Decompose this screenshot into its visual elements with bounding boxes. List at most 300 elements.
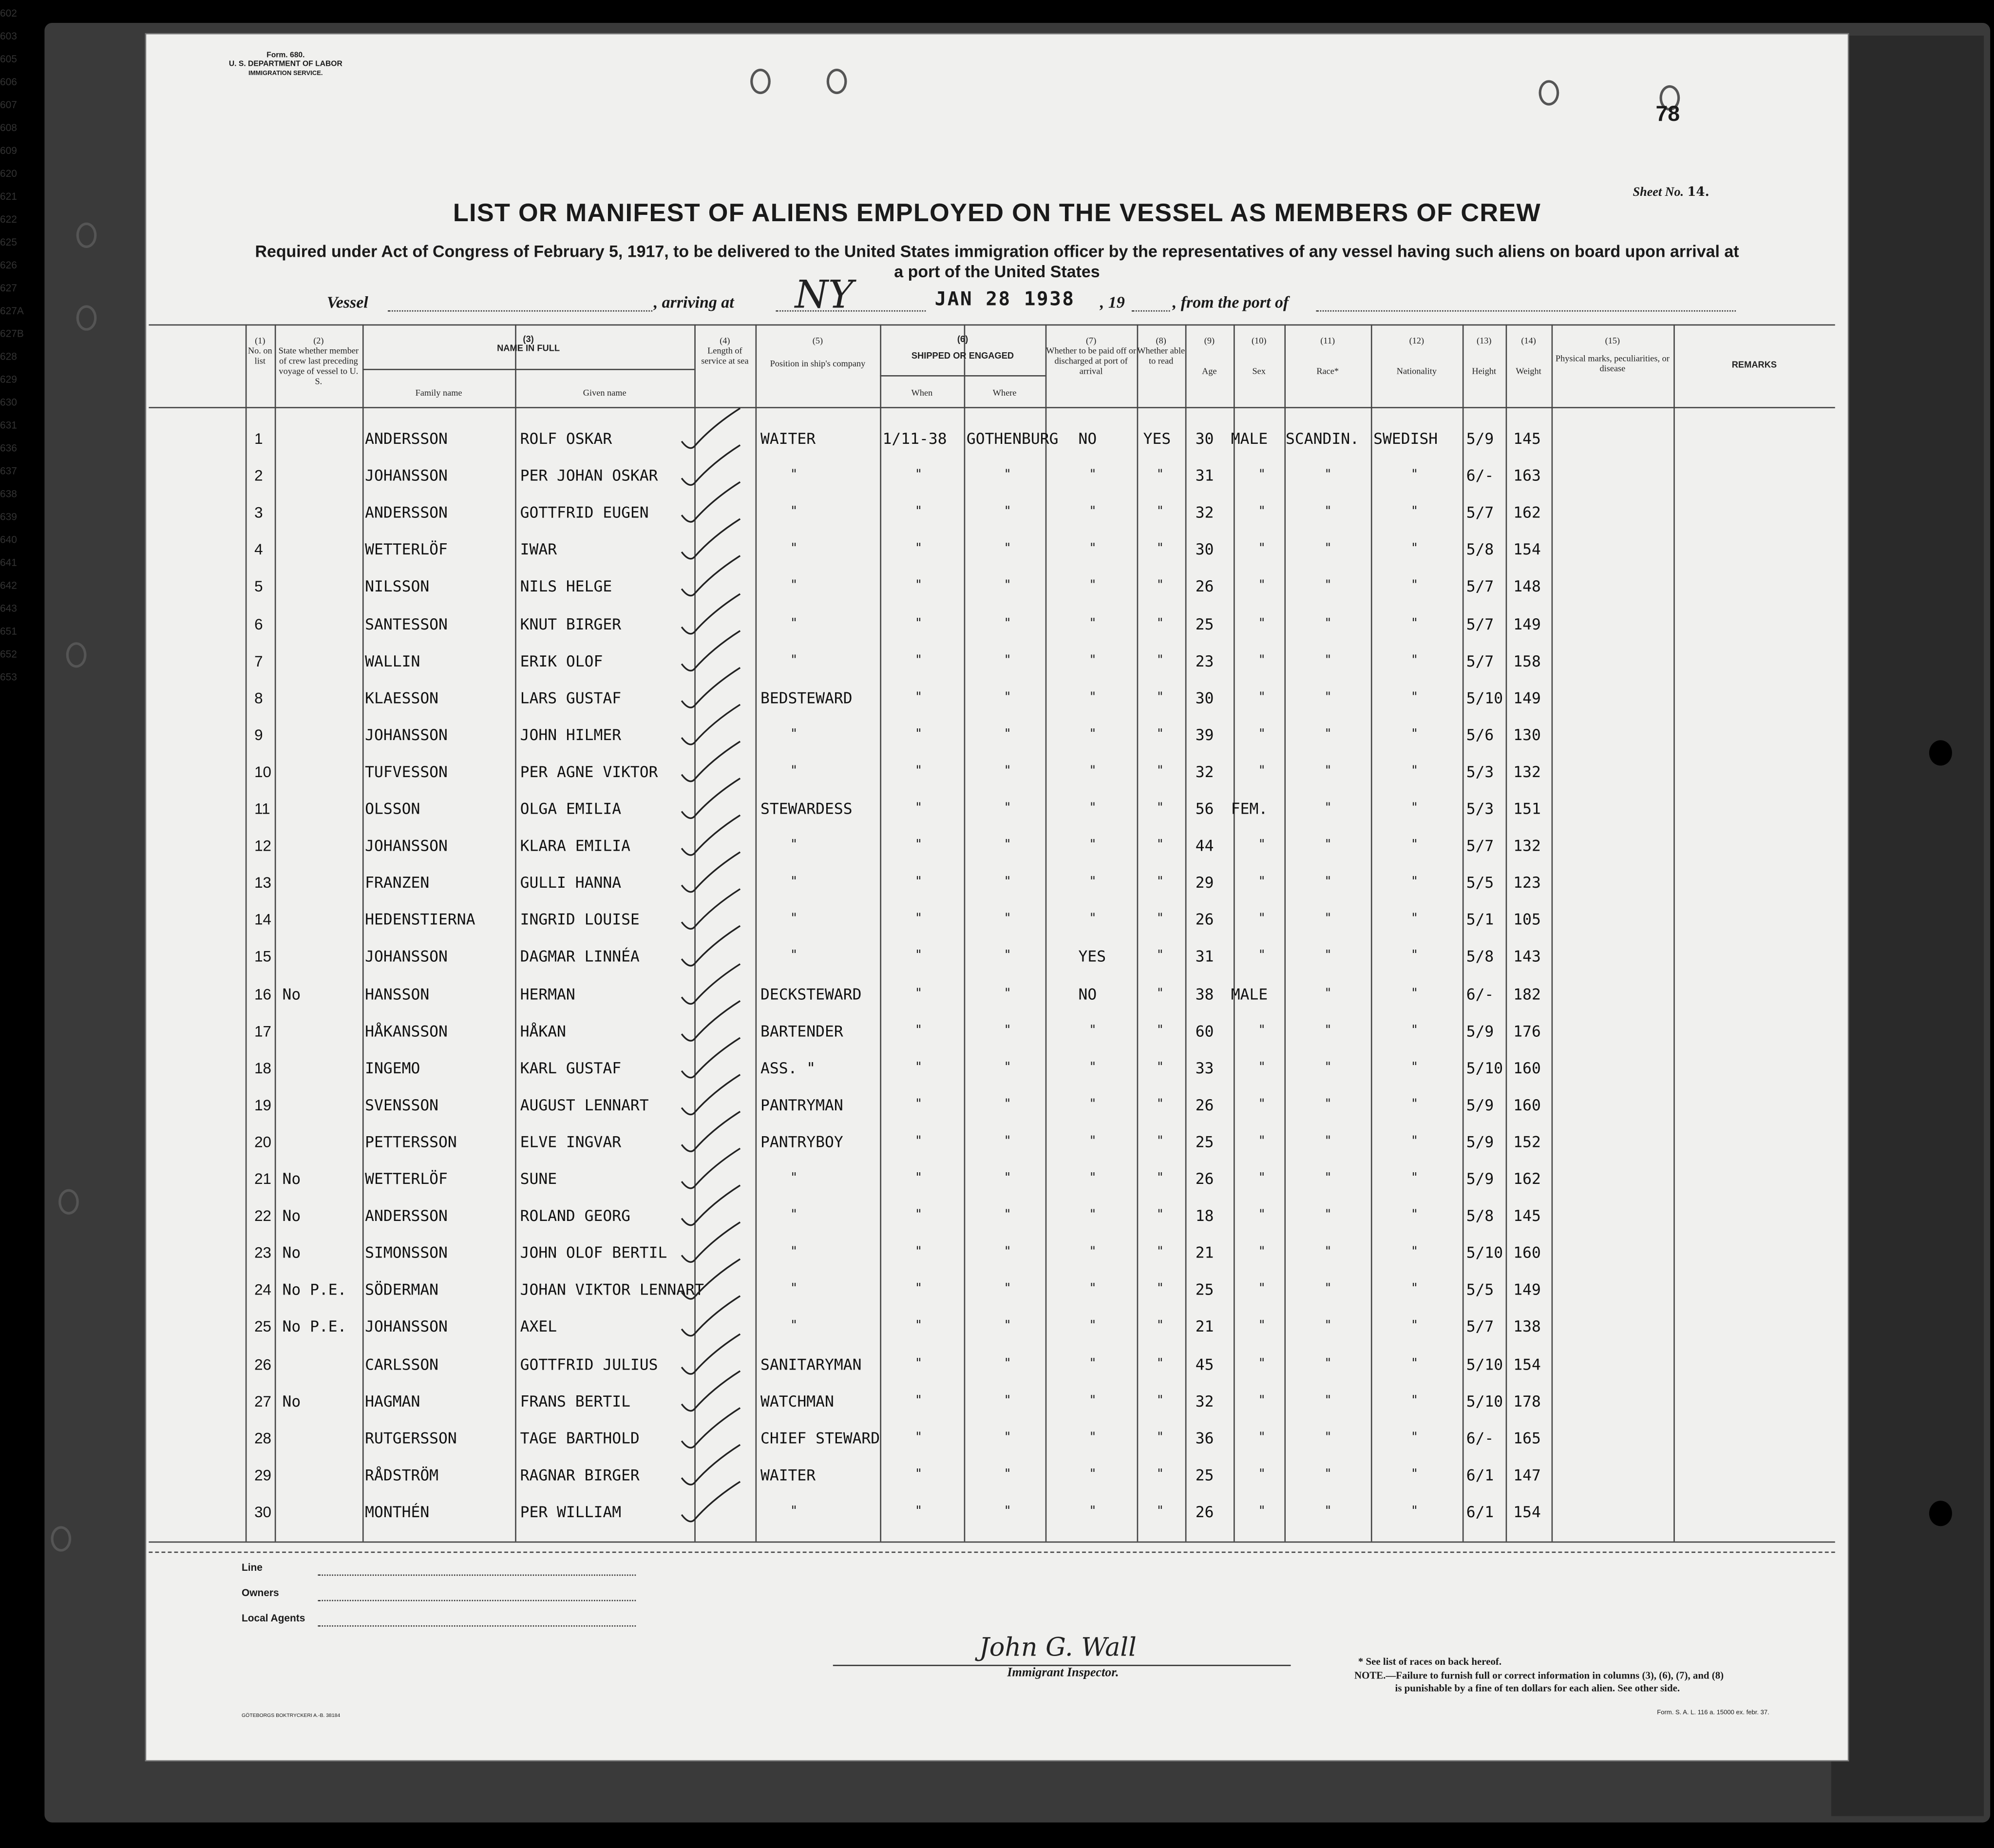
height: 5/7	[1466, 504, 1494, 522]
races-note: * See list of races on back hereof.	[1358, 1656, 1502, 1668]
family-name-header: Family name	[415, 388, 462, 399]
height: 6/-	[1466, 985, 1494, 1003]
age: 26	[1195, 578, 1214, 596]
family-name: JOHANSSON	[365, 725, 448, 744]
col-divider	[1185, 324, 1187, 1542]
ditto-mark: "	[1411, 727, 1418, 742]
list-number: 13	[254, 874, 271, 892]
ditto-mark: "	[1157, 1430, 1163, 1445]
ditto-mark: "	[1411, 1097, 1418, 1111]
vessel-field	[388, 309, 652, 311]
ditto-mark: "	[1325, 653, 1331, 667]
index-mark: 628	[0, 351, 17, 362]
ditto-mark: "	[1411, 949, 1418, 964]
ditto-mark: "	[791, 949, 797, 964]
family-name: FRANZEN	[365, 874, 430, 892]
previous-voyage: No	[282, 1207, 301, 1225]
age: 45	[1195, 1355, 1214, 1373]
position: PANTRYBOY	[760, 1133, 843, 1151]
family-name: RUTGERSSON	[365, 1429, 457, 1447]
ditto-mark: "	[1325, 579, 1331, 593]
ditto-mark: "	[1325, 912, 1331, 927]
date-stamp: JAN 28 1938	[934, 287, 1075, 310]
ditto-mark: "	[1411, 616, 1418, 630]
list-number: 1	[254, 430, 263, 448]
weight: 158	[1513, 652, 1541, 670]
col-divider	[1462, 324, 1464, 1542]
fine-note-continued: is punishable by a fine of ten dollars for each alien. See other side.	[1395, 1682, 1680, 1694]
weight: 145	[1513, 430, 1541, 448]
ditto-mark: "	[915, 1097, 922, 1111]
ditto-mark: "	[1259, 1282, 1265, 1296]
ditto-mark: "	[1325, 764, 1331, 779]
weight: 149	[1513, 1281, 1541, 1299]
ditto-mark: "	[1325, 1430, 1331, 1445]
ditto-mark: "	[915, 801, 922, 816]
ditto-mark: "	[1005, 1171, 1011, 1185]
ditto-mark: "	[1157, 1356, 1163, 1371]
height: 5/1	[1466, 911, 1494, 929]
ditto-mark: "	[1325, 1504, 1331, 1519]
ditto-mark: "	[1411, 1245, 1418, 1259]
index-mark: 609	[0, 145, 17, 157]
binder-hole	[66, 642, 87, 667]
age: 32	[1195, 504, 1214, 522]
col-6-header: (6) SHIPPED OR ENGAGED	[911, 336, 1014, 362]
ditto-mark: "	[1411, 838, 1418, 853]
weight: 151	[1513, 800, 1541, 818]
family-name: HÅKANSSON	[365, 1022, 448, 1040]
binder-hole	[827, 69, 847, 94]
family-name: CARLSSON	[365, 1355, 439, 1373]
ditto-mark: "	[1325, 727, 1331, 742]
family-name: NILSSON	[365, 578, 430, 596]
position: BEDSTEWARD	[760, 688, 853, 707]
age: 44	[1195, 837, 1214, 855]
family-name: MONTHÉN	[365, 1503, 430, 1521]
ditto-mark: "	[1157, 986, 1163, 1001]
ditto-mark: "	[1325, 1282, 1331, 1296]
ditto-mark: "	[1090, 1134, 1096, 1148]
ditto-mark: "	[1325, 505, 1331, 519]
given-name: RAGNAR BIRGER	[520, 1466, 640, 1484]
height: 5/9	[1466, 1170, 1494, 1188]
list-number: 28	[254, 1429, 271, 1447]
ditto-mark: "	[1411, 1467, 1418, 1482]
position: DECKSTEWARD	[760, 985, 862, 1003]
height: 5/9	[1466, 430, 1494, 448]
ditto-mark: "	[1411, 1319, 1418, 1334]
inspector-signature: John G. Wall	[979, 1632, 1137, 1662]
ditto-mark: "	[1157, 1208, 1163, 1222]
ditto-mark: "	[1411, 1504, 1418, 1519]
family-name: KLAESSON	[365, 688, 439, 707]
index-mark: 642	[0, 580, 17, 591]
ditto-mark: "	[1090, 1504, 1096, 1519]
given-name: IWAR	[520, 541, 557, 559]
line-field	[318, 1573, 636, 1576]
list-number: 23	[254, 1244, 271, 1262]
list-number: 30	[254, 1503, 271, 1521]
ditto-mark: "	[1411, 912, 1418, 927]
binder-hole	[51, 1526, 71, 1551]
col-3-header: (3) NAME IN FULL	[497, 336, 560, 354]
ditto-mark: "	[1005, 1282, 1011, 1296]
position: WATCHMAN	[760, 1392, 834, 1410]
ditto-mark: "	[1005, 1319, 1011, 1334]
form-code: Form. S. A. L. 116 a. 15000 ex. febr. 37.	[1657, 1709, 1769, 1717]
ditto-mark: "	[915, 1393, 922, 1408]
age: 25	[1195, 1133, 1214, 1151]
ditto-mark: "	[1157, 949, 1163, 964]
remarks-header: REMARKS	[1731, 361, 1777, 370]
weight: 132	[1513, 837, 1541, 855]
given-name: ERIK OLOF	[520, 652, 603, 670]
family-name: TUFVESSON	[365, 762, 448, 781]
ditto-mark: "	[1259, 1171, 1265, 1185]
shipped-when: 1/11-38	[882, 430, 947, 448]
ditto-mark: "	[1411, 505, 1418, 519]
ditto-mark: "	[1411, 1134, 1418, 1148]
given-name: DAGMAR LINNÉA	[520, 948, 640, 966]
ditto-mark: "	[1157, 1245, 1163, 1259]
binder-hole	[1929, 1501, 1952, 1526]
family-name: WALLIN	[365, 652, 420, 670]
owners-field	[318, 1599, 636, 1601]
ditto-mark: "	[1411, 1393, 1418, 1408]
ditto-mark: "	[1157, 579, 1163, 593]
height: 6/-	[1466, 1429, 1494, 1447]
col-divider	[246, 324, 247, 1542]
previous-voyage: No	[282, 1392, 301, 1410]
col-1-header: (1) No. on list	[247, 336, 272, 366]
index-mark: 605	[0, 53, 17, 65]
given-name: ROLAND GEORG	[520, 1207, 630, 1225]
previous-voyage: No	[282, 1244, 301, 1262]
col-11-header: (11) Race*	[1316, 336, 1339, 377]
ditto-mark: "	[1005, 1430, 1011, 1445]
ditto-mark: "	[915, 468, 922, 482]
ditto-mark: "	[1090, 1208, 1096, 1222]
ditto-mark: "	[1325, 542, 1331, 556]
paid-off: NO	[1078, 985, 1097, 1003]
ditto-mark: "	[1411, 579, 1418, 593]
page-subtitle: Required under Act of Congress of February 5, 1917, to be delivered to the United States immigration officer by the representatives of any vessel having such aliens on board upon arrival at a port of the United States	[255, 241, 1739, 281]
ditto-mark: "	[1005, 1393, 1011, 1408]
ditto-mark: "	[1259, 1504, 1265, 1519]
ditto-mark: "	[1005, 986, 1011, 1001]
index-mark: 638	[0, 488, 17, 500]
list-number: 21	[254, 1170, 271, 1188]
vessel-label: Vessel	[326, 292, 368, 312]
ditto-mark: "	[791, 468, 797, 482]
list-number: 18	[254, 1059, 271, 1077]
ditto-mark: "	[1090, 1097, 1096, 1111]
ditto-mark: "	[1325, 1245, 1331, 1259]
ditto-mark: "	[1090, 616, 1096, 630]
position: STEWARDESS	[760, 800, 853, 818]
ditto-mark: "	[1411, 1171, 1418, 1185]
age: 56	[1195, 800, 1214, 818]
ditto-mark: "	[1005, 912, 1011, 927]
index-mark: 639	[0, 511, 17, 523]
weight: 143	[1513, 948, 1541, 966]
given-name: PER JOHAN OSKAR	[520, 467, 658, 485]
ditto-mark: "	[1157, 505, 1163, 519]
ditto-mark: "	[1005, 653, 1011, 667]
col-5-header: (5) Position in ship's company	[770, 336, 866, 369]
list-number: 9	[254, 725, 263, 744]
list-number: 16	[254, 985, 271, 1003]
height: 5/10	[1466, 1392, 1503, 1410]
height: 5/10	[1466, 1059, 1503, 1077]
signature-caption: Immigrant Inspector.	[1007, 1666, 1119, 1680]
age: 60	[1195, 1022, 1214, 1040]
ditto-mark: "	[1090, 1467, 1096, 1482]
list-number: 24	[254, 1281, 271, 1299]
family-name: HAGMAN	[365, 1392, 420, 1410]
index-mark: 627	[0, 282, 17, 294]
ditto-mark: "	[915, 690, 922, 705]
ditto-mark: "	[1157, 1060, 1163, 1074]
age: 25	[1195, 615, 1214, 633]
ditto-mark: "	[1090, 764, 1096, 779]
ditto-mark: "	[1325, 838, 1331, 853]
ditto-mark: "	[1090, 505, 1096, 519]
age: 38	[1195, 985, 1214, 1003]
height: 5/6	[1466, 725, 1494, 744]
ditto-mark: "	[791, 505, 797, 519]
ditto-mark: "	[915, 653, 922, 667]
given-name: FRANS BERTIL	[520, 1392, 630, 1410]
ditto-mark: "	[1157, 838, 1163, 853]
family-name: OLSSON	[365, 800, 420, 818]
nationality: SWEDISH	[1373, 430, 1438, 448]
age: 39	[1195, 725, 1214, 744]
fine-note: NOTE.—Failure to furnish full or correct information in columns (3), (6), (7), and (8)	[1354, 1670, 1724, 1681]
ditto-mark: "	[1157, 1097, 1163, 1111]
ditto-mark: "	[1005, 801, 1011, 816]
given-name: PER WILLIAM	[520, 1503, 622, 1521]
height: 5/10	[1466, 688, 1503, 707]
ditto-mark: "	[1005, 542, 1011, 556]
ditto-mark: "	[1325, 1467, 1331, 1482]
ditto-mark: "	[1005, 838, 1011, 853]
weight: 154	[1513, 541, 1541, 559]
paid-off: YES	[1078, 948, 1106, 966]
ditto-mark: "	[1259, 1430, 1265, 1445]
sheet-number: Sheet No. 14.	[1633, 186, 1709, 200]
ditto-mark: "	[1325, 1134, 1331, 1148]
given-name: AXEL	[520, 1318, 557, 1336]
ditto-mark: "	[1325, 875, 1331, 890]
ditto-mark: "	[1090, 1023, 1096, 1037]
index-mark: 629	[0, 374, 17, 385]
index-mark: 602	[0, 7, 17, 19]
weight: 160	[1513, 1244, 1541, 1262]
ditto-mark: "	[1411, 1356, 1418, 1371]
family-name: JOHANSSON	[365, 1318, 448, 1336]
weight: 176	[1513, 1022, 1541, 1040]
ditto-mark: "	[1411, 1208, 1418, 1222]
table-bottom-rule	[149, 1542, 1835, 1543]
height: 5/10	[1466, 1355, 1503, 1373]
given-name: GOTTFRID EUGEN	[520, 504, 649, 522]
ditto-mark: "	[915, 505, 922, 519]
ditto-mark: "	[915, 1023, 922, 1037]
ditto-mark: "	[1411, 1060, 1418, 1074]
given-name: TAGE BARTHOLD	[520, 1429, 640, 1447]
height: 5/8	[1466, 541, 1494, 559]
index-mark: 637	[0, 465, 17, 477]
index-mark: 641	[0, 557, 17, 569]
list-number: 27	[254, 1392, 271, 1410]
ditto-mark: "	[1005, 1504, 1011, 1519]
list-number: 4	[254, 541, 263, 559]
family-name: SVENSSON	[365, 1096, 439, 1114]
ditto-mark: "	[1259, 1245, 1265, 1259]
family-name: PETTERSSON	[365, 1133, 457, 1151]
ditto-mark: "	[915, 1134, 922, 1148]
ditto-mark: "	[1325, 986, 1331, 1001]
ditto-mark: "	[1090, 542, 1096, 556]
printer-mark: GÖTEBORGS BOKTRYCKERI A.-B. 38184	[241, 1712, 341, 1718]
col-7-header: (7) Whether to be paid off or discharged at port of arrival	[1046, 336, 1137, 377]
ditto-mark: "	[1157, 1393, 1163, 1408]
weight: 105	[1513, 911, 1541, 929]
ditto-mark: "	[1157, 1134, 1163, 1148]
weight: 162	[1513, 504, 1541, 522]
ditto-mark: "	[1090, 579, 1096, 593]
ditto-mark: "	[1090, 875, 1096, 890]
ditto-mark: "	[791, 875, 797, 890]
col-divider	[362, 324, 364, 1542]
ditto-mark: "	[1005, 1208, 1011, 1222]
ditto-mark: "	[1090, 1430, 1096, 1445]
weight: 130	[1513, 725, 1541, 744]
page-number: 78	[1655, 101, 1680, 126]
ditto-mark: "	[1325, 690, 1331, 705]
ditto-mark: "	[915, 875, 922, 890]
ditto-mark: "	[1005, 690, 1011, 705]
index-mark: 651	[0, 626, 17, 637]
ditto-mark: "	[1259, 1356, 1265, 1371]
list-number: 17	[254, 1022, 271, 1040]
family-name: INGEMO	[365, 1059, 420, 1077]
col-divider	[515, 324, 516, 1542]
year-label: , 19	[1100, 292, 1125, 312]
page-title: LIST OR MANIFEST OF ALIENS EMPLOYED ON THE VESSEL AS MEMBERS OF CREW	[453, 199, 1541, 228]
ditto-mark: "	[1005, 949, 1011, 964]
list-number: 14	[254, 911, 271, 929]
sex: MALE	[1231, 985, 1268, 1003]
shipped-where: GOTHENBURG	[966, 430, 1059, 448]
ditto-mark: "	[791, 1504, 797, 1519]
ditto-mark: "	[1005, 875, 1011, 890]
ditto-mark: "	[1325, 1097, 1331, 1111]
col-divider	[1506, 324, 1507, 1542]
age: 30	[1195, 430, 1214, 448]
given-name: HÅKAN	[520, 1022, 566, 1040]
age: 31	[1195, 948, 1214, 966]
ditto-mark: "	[1090, 1060, 1096, 1074]
given-name: ELVE INGVAR	[520, 1133, 622, 1151]
binder-hole	[58, 1189, 79, 1215]
col-8-header: (8) Whether able to read	[1137, 336, 1185, 366]
family-name: WETTERLÖF	[365, 541, 448, 559]
list-number: 19	[254, 1096, 271, 1114]
family-name: ANDERSSON	[365, 430, 448, 448]
list-number: 29	[254, 1466, 271, 1484]
family-name: WETTERLÖF	[365, 1170, 448, 1188]
ditto-mark: "	[1259, 1467, 1265, 1482]
shipped-subheader-rule	[880, 375, 1045, 377]
given-name: GULLI HANNA	[520, 874, 622, 892]
ditto-mark: "	[1005, 1097, 1011, 1111]
index-mark: 620	[0, 168, 17, 180]
ditto-mark: "	[1259, 875, 1265, 890]
ditto-mark: "	[1157, 1319, 1163, 1334]
ditto-mark: "	[1157, 616, 1163, 630]
weight: 162	[1513, 1170, 1541, 1188]
weight: 147	[1513, 1466, 1541, 1484]
family-name: JOHANSSON	[365, 837, 448, 855]
ditto-mark: "	[1259, 764, 1265, 779]
index-mark: 626	[0, 259, 17, 271]
age: 26	[1195, 911, 1214, 929]
list-number: 7	[254, 652, 263, 670]
index-mark: 643	[0, 603, 17, 614]
ditto-mark: "	[1259, 1393, 1265, 1408]
given-name: HERMAN	[520, 985, 575, 1003]
list-number: 10	[254, 762, 271, 781]
index-mark: 652	[0, 648, 17, 660]
ditto-mark: "	[1259, 912, 1265, 927]
given-name: OLGA EMILIA	[520, 800, 622, 818]
age: 18	[1195, 1207, 1214, 1225]
list-number: 6	[254, 615, 263, 633]
ditto-mark: "	[1411, 542, 1418, 556]
col-divider	[880, 324, 881, 1542]
ditto-mark: "	[1411, 801, 1418, 816]
ditto-mark: "	[1411, 986, 1418, 1001]
given-name: LARS GUSTAF	[520, 688, 622, 707]
list-number: 2	[254, 467, 263, 485]
index-mark: 631	[0, 419, 17, 431]
ditto-mark: "	[1090, 653, 1096, 667]
given-name: KLARA EMILIA	[520, 837, 630, 855]
ditto-mark: "	[1259, 1134, 1265, 1148]
ditto-mark: "	[1259, 949, 1265, 964]
position: CHIEF STEWARD	[760, 1429, 880, 1447]
height: 5/3	[1466, 800, 1494, 818]
ditto-mark: "	[791, 838, 797, 853]
weight: 165	[1513, 1429, 1541, 1447]
list-number: 12	[254, 837, 271, 855]
age: 36	[1195, 1429, 1214, 1447]
form-header: Form. 680. U. S. DEPARTMENT OF LABOR IMMIGRATION SERVICE.	[228, 52, 342, 78]
binder-hole	[76, 305, 97, 330]
ditto-mark: "	[1325, 1393, 1331, 1408]
col-divider	[1284, 324, 1286, 1542]
owners-label: Owners	[241, 1587, 279, 1599]
family-name: HANSSON	[365, 985, 430, 1003]
ditto-mark: "	[915, 1430, 922, 1445]
ditto-mark: "	[1259, 1060, 1265, 1074]
ditto-mark: "	[915, 949, 922, 964]
ditto-mark: "	[1325, 1171, 1331, 1185]
ditto-mark: "	[1005, 616, 1011, 630]
